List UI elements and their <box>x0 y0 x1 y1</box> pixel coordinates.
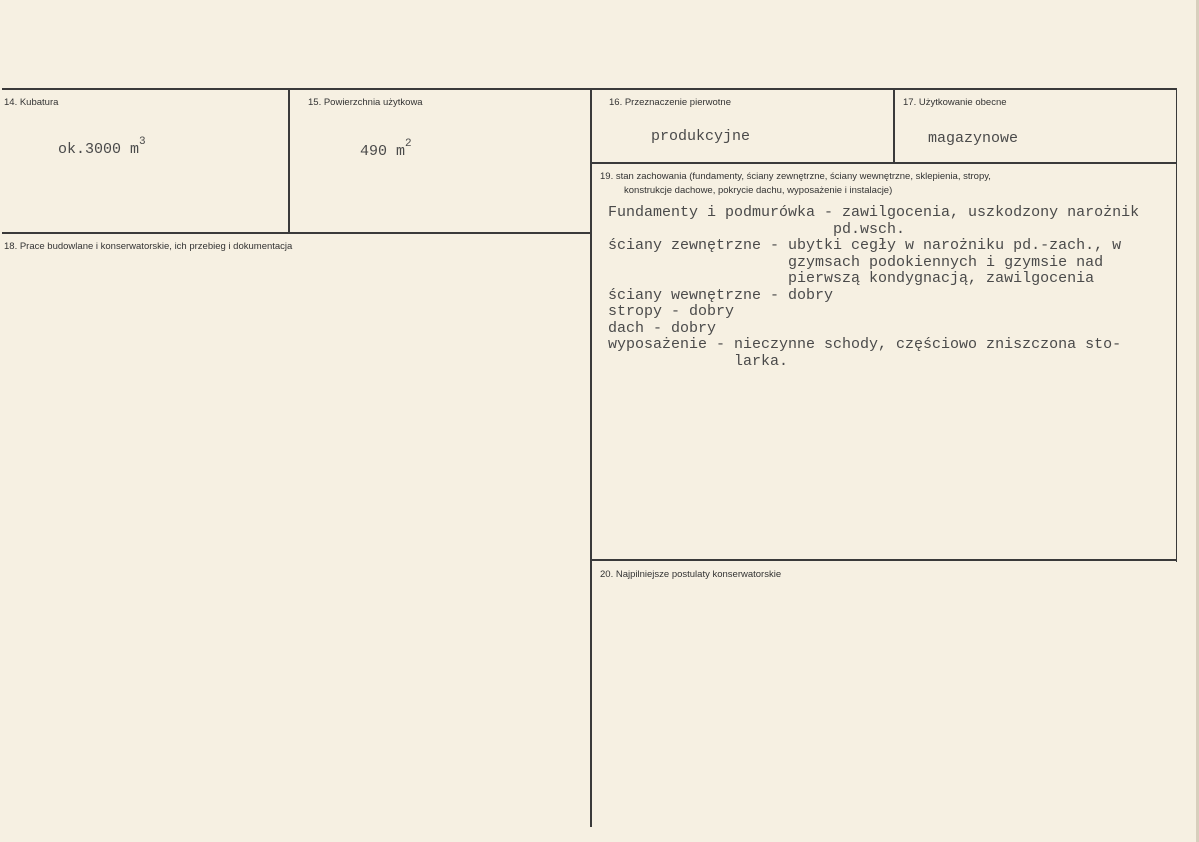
left-mid-rule <box>2 232 590 234</box>
field-15-label: 15. Powierzchnia użytkowa <box>308 97 423 108</box>
field-20-label: 20. Najpilniejsze postulaty konserwatorskie <box>600 569 782 580</box>
condition-line: pd.wsch. <box>608 220 906 238</box>
field-15-value <box>360 138 412 162</box>
field-17-value: magazynowe <box>928 130 1019 147</box>
field-14-number: ok.3000 m <box>58 141 140 158</box>
condition-line: larka. <box>608 352 789 370</box>
condition-line: Fundamenty i podmurówka - zawilgocenia, uszkodzony narożnik <box>608 205 1140 221</box>
condition-line: pierwszą kondygnacją, zawilgocenia <box>608 270 1095 287</box>
field-18-label: 18. Prace budowlane i konserwatorskie, ich przebieg i dokumentacja <box>4 241 293 252</box>
field-16-label: 16. Przeznaczenie pierwotne <box>609 97 731 108</box>
right-edge-line <box>1176 89 1177 562</box>
condition-line: stropy - dobry <box>608 303 735 320</box>
field-14-value <box>58 136 146 160</box>
field-17-label: 17. Użytkowanie obecne <box>903 97 1007 108</box>
condition-line: gzymsach podokiennych i gzymsie nad <box>608 253 1104 271</box>
right-upper-rule <box>592 162 1177 164</box>
field-15-number: 490 m <box>360 143 406 160</box>
condition-line: wyposażenie - nieczynne schody, częściowo zniszczona sto- <box>608 336 1122 353</box>
divider-14-15 <box>288 89 290 233</box>
field-19-typed-text <box>608 205 1176 370</box>
field-16-value: produkcyjne <box>651 128 751 145</box>
condition-line: ściany wewnętrzne - dobry <box>608 286 834 304</box>
right-mid-rule <box>592 559 1177 561</box>
field-19-label-line2: konstrukcje dachowe, pokrycie dachu, wyposażenie i instalacje) <box>624 185 893 196</box>
field-15-unit-exponent: 2 <box>405 138 412 150</box>
field-19-label-line1: 19. stan zachowania (fundamenty, ściany zewnętrzne, ściany wewnętrzne, sklepienia, stropy, <box>600 171 991 182</box>
divider-16-17 <box>893 89 895 162</box>
field-14-unit-exponent: 3 <box>139 136 146 148</box>
condition-line: ściany zewnętrzne - ubytki cegły w narożniku pd.-zach., w <box>608 237 1122 254</box>
left-column-divider <box>590 89 592 827</box>
condition-line: dach - dobry <box>608 319 717 337</box>
field-14-label: 14. Kubatura <box>4 97 59 108</box>
